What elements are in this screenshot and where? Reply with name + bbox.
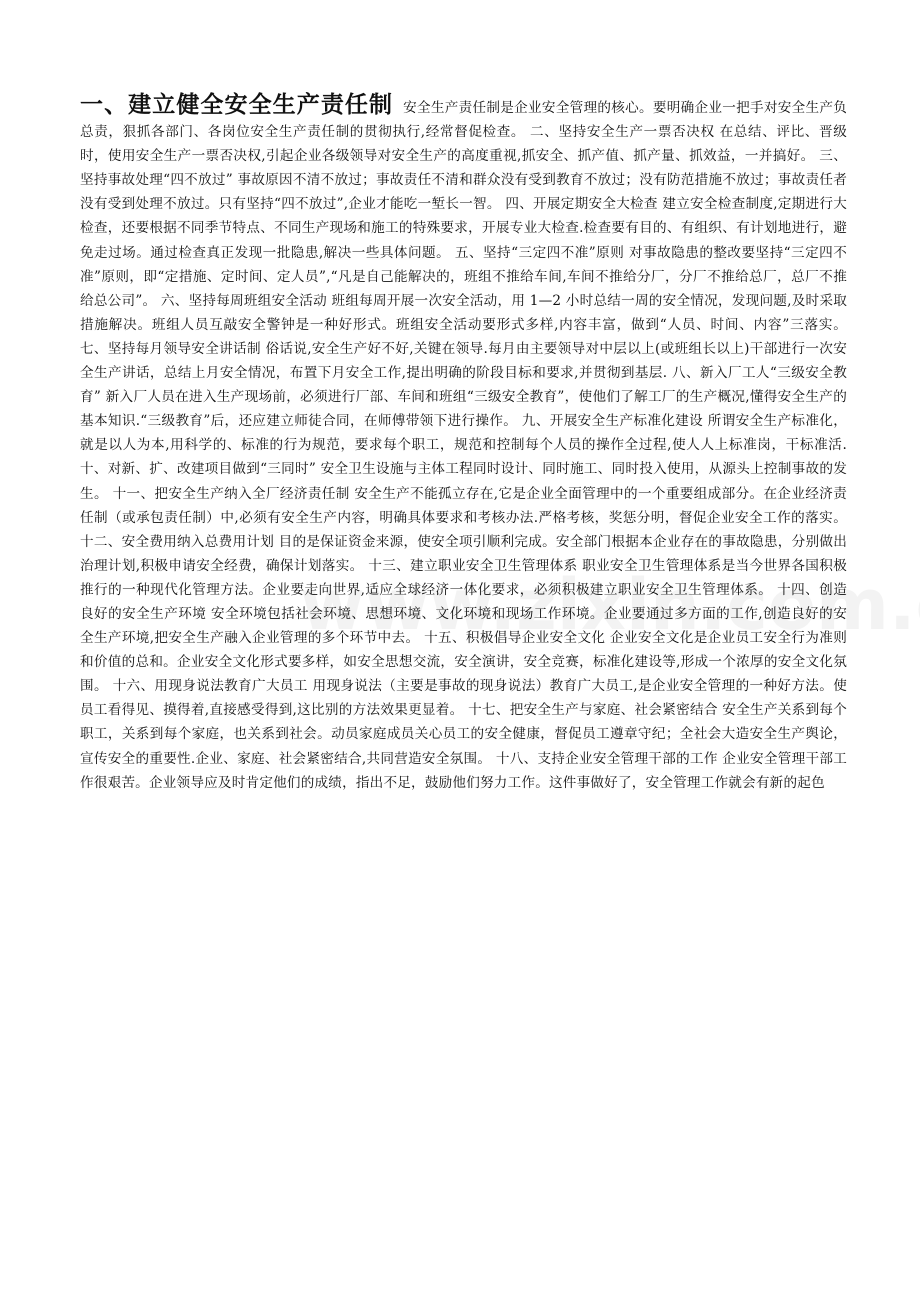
document-body xyxy=(80,93,847,795)
section-heading: 一、建立健全安全生产责任制 xyxy=(80,92,394,118)
body-paragraph: 安全生产责任制是企业安全管理的核心。要明确企业一把手对安全生产负总责，狠抓各部门、各岗位安全生产责任制的贯彻执行,经常督促检查。 二、坚持安全生产一票否决权 在总结、评比、晋级时，使用安全生产一票否决权,引起企业各级领导对安全生产的高度重视,抓安全、抓产值、抓产量、抓效益，一并搞好。 三、坚持事故处理“四不放过” 事故原因不清不放过；事故责任不清和群众没有受到教育不放过；没有防范措施不放过；事故责任者没有受到处理不放过。只有坚持“四不放过”,企业才能吃一堑长一智。 四、开展定期安全大检查 建立安全检查制度,定期进行大检查，还要根据不同季节特点、不同生产现场和施工的特殊要求，开展专业大检查.检查要有目的、有组织、有计划地进行，避免走过场。通过检查真正发现一批隐患,解决一些具体问题。 五、坚持“三定四不准”原则 对事故隐患的整改要坚持“三定四不准”原则，即“定措施、定时间、定人员”,“凡是自己能解决的，班组不推给车间,车间不推给分厂，分厂不推给总厂，总厂不推给总公司”。 六、坚持每周班组安全活动 班组每周开展一次安全活动，用 1—2 小时总结一周的安全情况，发现问题,及时采取措施解决。班组人员互敲安全警钟是一种好形式。班组安全活动要形式多样,内容丰富，做到“人员、时间、内容”三落实。 七、坚持每月领导安全讲话制 俗话说,安全生产好不好,关键在领导.每月由主要领导对中层以上(或班组长以上)干部进行一次安全生产讲话，总结上月安全情况，布置下月安全工作,提出明确的阶段目标和要求,并贯彻到基层. 八、新入厂工人“三级安全教育” 新入厂人员在进入生产现场前，必须进行厂部、车间和班组“三级安全教育”，使他们了解工厂的生产概况,懂得安全生产的基本知识.“三级教育”后，还应建立师徒合同，在师傅带领下进行操作。 九、开展安全生产标准化建设 所谓安全生产标准化，就是以人为本,用科学的、标准的行为规范，要求每个职工，规范和控制每个人员的操作全过程,使人人上标准岗，干标准活.十、对新、扩、改建项目做到“三同时” 安全卫生设施与主体工程同时设计、同时施工、同时投入使用，从源头上控制事故的发生。 十一、把安全生产纳入全厂经济责任制 安全生产不能孤立存在,它是企业全面管理中的一个重要组成部分。在企业经济责任制（或承包责任制）中,必须有安全生产内容，明确具体要求和考核办法.严格考核，奖惩分明，督促企业安全工作的落实。 十二、安全费用纳入总费用计划 目的是保证资金来源，使安全项引顺利完成。安全部门根据本企业存在的事故隐患，分别做出治理计划,积极申请安全经费，确保计划落实。 十三、建立职业安全卫生管理体系 职业安全卫生管理体系是当今世界各国积极推行的一种现代化管理方法。企业要走向世界,适应全球经济一体化要求，必须积极建立职业安全卫生管理体系。 十四、创造良好的安全生产环境 安全环境包括社会环境、思想环境、文化环境和现场工作环境。企业要通过多方面的工作,创造良好的安全生产环境,把安全生产融入企业管理的多个环节中去。 十五、积极倡导企业安全文化 企业安全文化是企业员工安全行为准则和价值的总和。企业安全文化形式要多样，如安全思想交流，安全演讲，安全竞赛，标准化建设等,形成一个浓厚的安全文化氛围。 十六、用现身说法教育广大员工 用现身说法（主要是事故的现身说法）教育广大员工,是企业安全管理的一种好方法。使员工看得见、摸得着,直接感受得到,这比别的方法效果更显着。 十七、把安全生产与家庭、社会紧密结合 安全生产关系到每个职工，关系到每个家庭，也关系到社会。动员家庭成员关心员工的安全健康，督促员工遵章守纪；全社会大造安全生产舆论，宣传安全的重要性.企业、家庭、社会紧密结合,共同营造安全氛围。 十八、支持企业安全管理干部的工作 企业安全管理干部工作很艰苦。企业领导应及时肯定他们的成绩，指出不足，鼓励他们努力工作。这件事做好了，安全管理工作就会有新的起色 xyxy=(80,100,847,791)
